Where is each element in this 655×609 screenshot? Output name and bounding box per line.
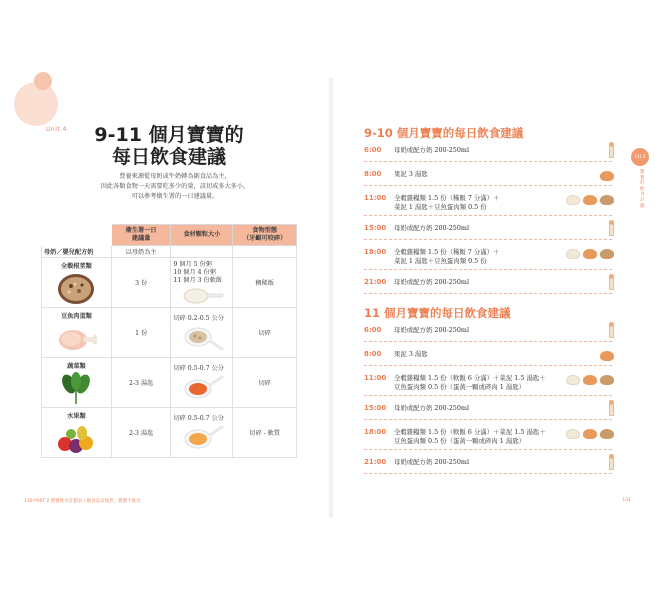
food-portion-icon bbox=[566, 195, 580, 205]
meal-description bbox=[394, 326, 554, 335]
table-header: 食材顆粒大小 bbox=[171, 225, 233, 246]
meal-line: 豆魚蛋肉類 0.5 份（蛋黃一顆或碎肉 1 湯匙） bbox=[394, 383, 525, 391]
meal-description bbox=[394, 194, 554, 212]
food-portion-icon bbox=[583, 375, 597, 385]
milk-bottle-icon bbox=[609, 220, 614, 236]
table-header: 衛生署一日 建議量 bbox=[111, 225, 171, 246]
meal-description bbox=[394, 374, 554, 392]
meal-divider bbox=[364, 449, 612, 450]
spoon-porridge-icon bbox=[180, 287, 224, 305]
table-header: 食物型態 （牙齦可咬碎） bbox=[233, 225, 297, 246]
food-portion-icon bbox=[600, 375, 614, 385]
intro-text bbox=[60, 172, 290, 202]
amount-value: 以母奶為主 bbox=[111, 246, 171, 258]
amount-value: 2-3 湯匙 bbox=[111, 358, 171, 408]
meal-line: 菜泥 1 湯匙＋豆魚蛋肉類 0.5 份 bbox=[394, 203, 487, 211]
intro-line: 因此各類食物一天需要吃多少的量，該切成多大多小， bbox=[100, 183, 250, 190]
spoon-carrot-icon bbox=[180, 375, 224, 401]
page-title-line2: 每日飲食建議 bbox=[111, 146, 226, 168]
meal-description bbox=[394, 170, 554, 179]
page-footer-left: 130 PART 2 寶寶飲食計劃表 / 副食品這樣煮，寶寶不挑食 bbox=[24, 499, 141, 504]
meal-line: 母奶或配方奶 200-250ml bbox=[394, 146, 470, 154]
meal-line: 母奶或配方奶 200-250ml bbox=[394, 458, 470, 466]
milk-bottle-icon bbox=[609, 274, 614, 290]
category-label: 水果類 bbox=[67, 413, 86, 420]
category-label: 豆魚肉蛋類 bbox=[60, 313, 92, 320]
page-title bbox=[84, 124, 254, 168]
meal-description bbox=[394, 404, 554, 413]
meal-time: 6:00 bbox=[364, 326, 382, 334]
milk-bottle-icon bbox=[609, 322, 614, 338]
food-portion-icon bbox=[600, 195, 614, 205]
meal-divider bbox=[364, 239, 612, 240]
intro-line: 營養來源從母奶或牛奶轉為副食品為主， bbox=[119, 173, 231, 180]
meal-divider bbox=[364, 341, 612, 342]
meal-divider bbox=[364, 473, 612, 474]
meal-divider bbox=[364, 215, 612, 216]
meal-divider bbox=[364, 365, 612, 366]
food-portion-icon bbox=[600, 249, 614, 259]
right-page bbox=[342, 78, 646, 518]
meal-line: 全穀雜糧類 1.5 份（稀飯 7 分滿）＋ bbox=[394, 194, 500, 202]
meal-line: 全穀雜糧類 1.5 份（稀飯 7 分滿）＋ bbox=[394, 248, 500, 256]
meal-time: 15:00 bbox=[364, 224, 387, 232]
left-page bbox=[20, 78, 320, 518]
section-title-9-10: 9-10 個月寶寶的每日飲食建議 bbox=[364, 126, 524, 140]
meal-description bbox=[394, 146, 554, 155]
table-header bbox=[42, 225, 112, 246]
meal-line: 母奶或配方奶 200-250ml bbox=[394, 404, 470, 412]
grain-size-cell bbox=[171, 408, 233, 458]
category-cell bbox=[42, 258, 112, 308]
food-form-value: 切碎 bbox=[233, 308, 297, 358]
table-row bbox=[42, 358, 297, 408]
meal-time: 8:00 bbox=[364, 170, 382, 178]
meal-time: 21:00 bbox=[364, 278, 387, 286]
chapter-tab: CH.3 bbox=[631, 148, 649, 166]
book-spread bbox=[20, 78, 646, 518]
book-gutter bbox=[328, 78, 334, 518]
grain-size-cell bbox=[171, 308, 233, 358]
meal-line: 全穀雜糧類 1.5 份（軟飯 6 分滿）＋菜泥 1.5 湯匙＋ bbox=[394, 374, 546, 382]
table-header-row bbox=[42, 225, 297, 246]
meal-divider bbox=[364, 293, 612, 294]
category-cell bbox=[42, 408, 112, 458]
meal-time: 18:00 bbox=[364, 248, 387, 256]
fruit-basket-icon bbox=[55, 422, 97, 456]
page-title-line1: 9-11 個月寶寶的 bbox=[94, 124, 244, 146]
meal-description bbox=[394, 458, 554, 467]
meal-line: 果泥 3 湯匙 bbox=[394, 170, 428, 178]
food-portion-icon bbox=[566, 375, 580, 385]
meal-time: 11:00 bbox=[364, 374, 387, 382]
category-label: 母奶／嬰兒配方奶 bbox=[42, 246, 112, 258]
meal-line: 豆魚蛋肉類 0.5 份（蛋黃一顆或碎肉 1 湯匙） bbox=[394, 437, 525, 445]
category-cell bbox=[42, 308, 112, 358]
spoon-fruit-icon bbox=[180, 425, 224, 451]
food-portion-icon bbox=[583, 195, 597, 205]
decorative-circle-small bbox=[34, 72, 52, 90]
food-portion-icon bbox=[583, 429, 597, 439]
meal-food-icons bbox=[566, 244, 614, 264]
meal-description bbox=[394, 224, 554, 233]
chicken-leg-icon bbox=[55, 322, 97, 356]
table-row bbox=[42, 308, 297, 358]
spinach-icon bbox=[55, 372, 97, 406]
meal-description bbox=[394, 248, 554, 266]
grain-size-line: 切碎 0.5-0.7 公分 bbox=[173, 364, 224, 372]
food-portion-icon bbox=[600, 429, 614, 439]
meal-divider bbox=[364, 161, 612, 162]
grain-size-line: 切碎 0.2-0.5 公分 bbox=[173, 314, 224, 322]
meal-divider bbox=[364, 395, 612, 396]
fruit-puree-icon bbox=[600, 171, 614, 181]
food-portion-icon bbox=[566, 429, 580, 439]
food-portion-icon bbox=[566, 249, 580, 259]
meal-line: 果泥 3 湯匙 bbox=[394, 350, 428, 358]
food-form-value: 切碎 bbox=[233, 358, 297, 408]
meal-food-icons bbox=[566, 190, 614, 210]
category-label: 全穀根莖類 bbox=[60, 263, 92, 270]
meal-time: 21:00 bbox=[364, 458, 387, 466]
meal-food-icons bbox=[600, 346, 614, 366]
meal-line: 全穀雜糧類 1.5 份（軟飯 6 分滿）＋菜泥 1.5 湯匙＋ bbox=[394, 428, 546, 436]
page-footer-right: 131 bbox=[622, 498, 631, 503]
meal-description bbox=[394, 350, 554, 359]
meal-divider bbox=[364, 185, 612, 186]
intro-line: 可以參考衛生署的一日建議量。 bbox=[131, 193, 219, 200]
grain-size-cell bbox=[171, 358, 233, 408]
grain-size-line: 切碎 0.5-0.7 公分 bbox=[173, 414, 224, 422]
meal-time: 6:00 bbox=[364, 146, 382, 154]
meal-time: 15:00 bbox=[364, 404, 387, 412]
milk-bottle-icon bbox=[609, 454, 614, 470]
amount-value: 3 份 bbox=[111, 258, 171, 308]
category-label: 蔬菜類 bbox=[67, 363, 86, 370]
unit-label: Unit 4 bbox=[46, 126, 67, 133]
milk-bottle-icon bbox=[609, 142, 614, 158]
section-title-11: 11 個月寶寶的每日飲食建議 bbox=[364, 306, 511, 320]
meal-line: 母奶或配方奶 200-250ml bbox=[394, 326, 470, 334]
grain-bowl-icon bbox=[55, 272, 97, 306]
grain-size-line: 10 個月 4 份粥 bbox=[173, 268, 216, 276]
meal-time: 11:00 bbox=[364, 194, 387, 202]
decorative-circle bbox=[14, 82, 58, 126]
fruit-puree-icon bbox=[600, 351, 614, 361]
table-row bbox=[42, 408, 297, 458]
meal-food-icons bbox=[566, 370, 614, 390]
table-row bbox=[42, 258, 297, 308]
amount-value: 1 份 bbox=[111, 308, 171, 358]
food-portion-icon bbox=[583, 249, 597, 259]
meal-time: 18:00 bbox=[364, 428, 387, 436]
grain-size-line: 11 個月 3 份軟飯 bbox=[173, 276, 223, 284]
meal-line: 母奶或配方奶 200-250ml bbox=[394, 224, 470, 232]
meal-time: 8:00 bbox=[364, 350, 382, 358]
meal-divider bbox=[364, 269, 612, 270]
meal-divider bbox=[364, 419, 612, 420]
grain-size-line: 9 個月 5 份粥 bbox=[173, 260, 212, 268]
food-form-value: 切碎 - 軟質 bbox=[233, 408, 297, 458]
meal-description bbox=[394, 278, 554, 287]
milk-bottle-icon bbox=[609, 400, 614, 416]
amount-value: 2-3 湯匙 bbox=[111, 408, 171, 458]
spoon-meat-icon bbox=[180, 325, 224, 351]
meal-line: 母奶或配方奶 200-250ml bbox=[394, 278, 470, 286]
chapter-side-text: 寶寶的飲食計劃 bbox=[640, 170, 645, 209]
food-form-value: 稠稀飯 bbox=[233, 258, 297, 308]
meal-food-icons bbox=[566, 424, 614, 444]
intake-table bbox=[41, 224, 297, 458]
meal-food-icons bbox=[600, 166, 614, 186]
table-row bbox=[42, 246, 297, 258]
meal-line: 菜泥 1 湯匙＋豆魚蛋肉類 0.5 份 bbox=[394, 257, 487, 265]
grain-size-cell bbox=[171, 258, 233, 308]
meal-description bbox=[394, 428, 554, 446]
category-cell bbox=[42, 358, 112, 408]
